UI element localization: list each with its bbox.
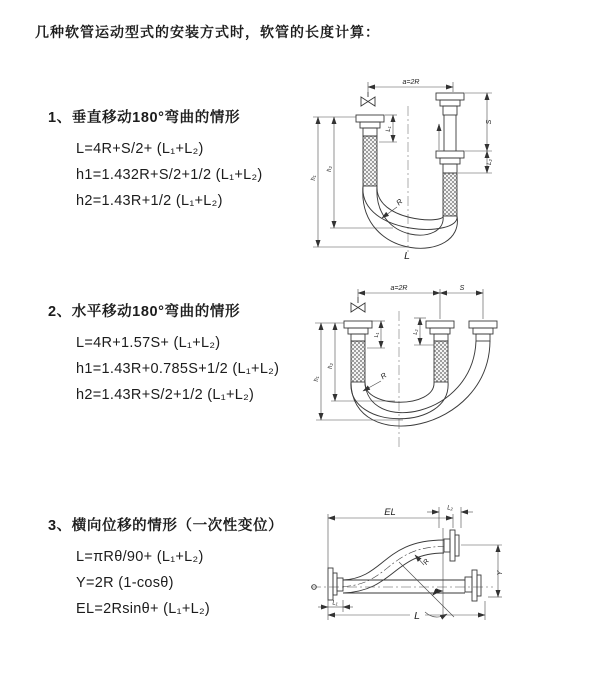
section-3-heading: 3、横向位移的情形（一次性变位） [48, 518, 284, 534]
hose-u-bend [351, 341, 490, 426]
dim-label-l2: L₂ [413, 329, 419, 335]
dim-label-theta: θ [434, 588, 438, 595]
section-lateral-displacement [48, 514, 283, 622]
dim-label-l1: L₁ [374, 332, 380, 338]
valve-icon [361, 92, 375, 106]
dim-label-a2r: a=2R [402, 79, 420, 86]
formula-h1: h1=1.43R+0.785S+1/2 (L₁+L₂) [76, 361, 280, 377]
dim-label-r: R [422, 558, 432, 567]
formula-el: EL=2Rsinθ+ (L₁+L₂) [76, 601, 211, 617]
formula-l: L=4R+S/2+ (L₁+L₂) [76, 141, 204, 157]
diagram-lateral-displacement [297, 502, 597, 662]
dim-label-l2: L₂ [487, 159, 493, 165]
dim-label-s: S [459, 285, 465, 292]
dim-label-h2: h₂ [328, 363, 334, 369]
dim-label-el: EL [384, 507, 396, 518]
formula-h1: h1=1.432R+S/2+1/2 (L₁+L₂) [76, 167, 263, 183]
moving-end-flange [436, 93, 464, 216]
dim-label-h1: h₁ [311, 175, 317, 181]
formula-l: L=4R+1.57S+ (L₁+L₂) [76, 335, 221, 351]
page-title: 几种软管运动型式的安装方式时，软管的长度计算： [35, 24, 380, 40]
dim-label-r: R [394, 196, 405, 208]
moving-end-flange-position-2 [469, 321, 497, 341]
construction-radius-line [399, 562, 454, 617]
dim-label-y: Y [497, 570, 504, 576]
dim-label-length: L [414, 610, 420, 622]
dim-label-l1: L₁ [332, 600, 338, 607]
dim-label-r: R [378, 370, 389, 382]
dim-label-a2r: a=2R [390, 285, 408, 292]
valve-icon [351, 297, 365, 312]
formula-y: Y=2R (1-cosθ) [76, 575, 174, 591]
dim-label-h1: h₁ [314, 376, 320, 382]
fixed-end-flange [344, 321, 372, 382]
fixed-end-flange [328, 568, 343, 600]
fixed-end-flange [356, 115, 384, 186]
section-1-heading: 1、垂直移动180°弯曲的情形 [48, 110, 241, 126]
dim-label-l2: L₂ [447, 505, 453, 512]
formula-l: L=πRθ/90+ (L₁+L₂) [76, 549, 204, 565]
formula-h2: h2=1.43R+1/2 (L₁+L₂) [76, 193, 223, 209]
diagram-horizontal-180-bend [293, 281, 593, 461]
dim-label-h2: h₂ [327, 166, 333, 172]
section-2-heading: 2、水平移动180°弯曲的情形 [48, 304, 241, 320]
section-horizontal-movement [48, 300, 279, 408]
moving-end-flange-position-1 [426, 321, 454, 382]
dim-label-l1: L₁ [386, 126, 392, 132]
diagram-vertical-180-bend [293, 66, 593, 261]
moving-end-flange-position-2 [444, 530, 459, 561]
dim-label-s: S [486, 119, 493, 125]
moving-end-flange-position-1 [465, 570, 481, 601]
section-vertical-movement [48, 106, 263, 214]
hose-s-curve [343, 540, 444, 593]
dim-label-length: L [404, 250, 410, 261]
formula-h2: h2=1.43R+S/2+1/2 (L₁+L₂) [76, 387, 255, 403]
